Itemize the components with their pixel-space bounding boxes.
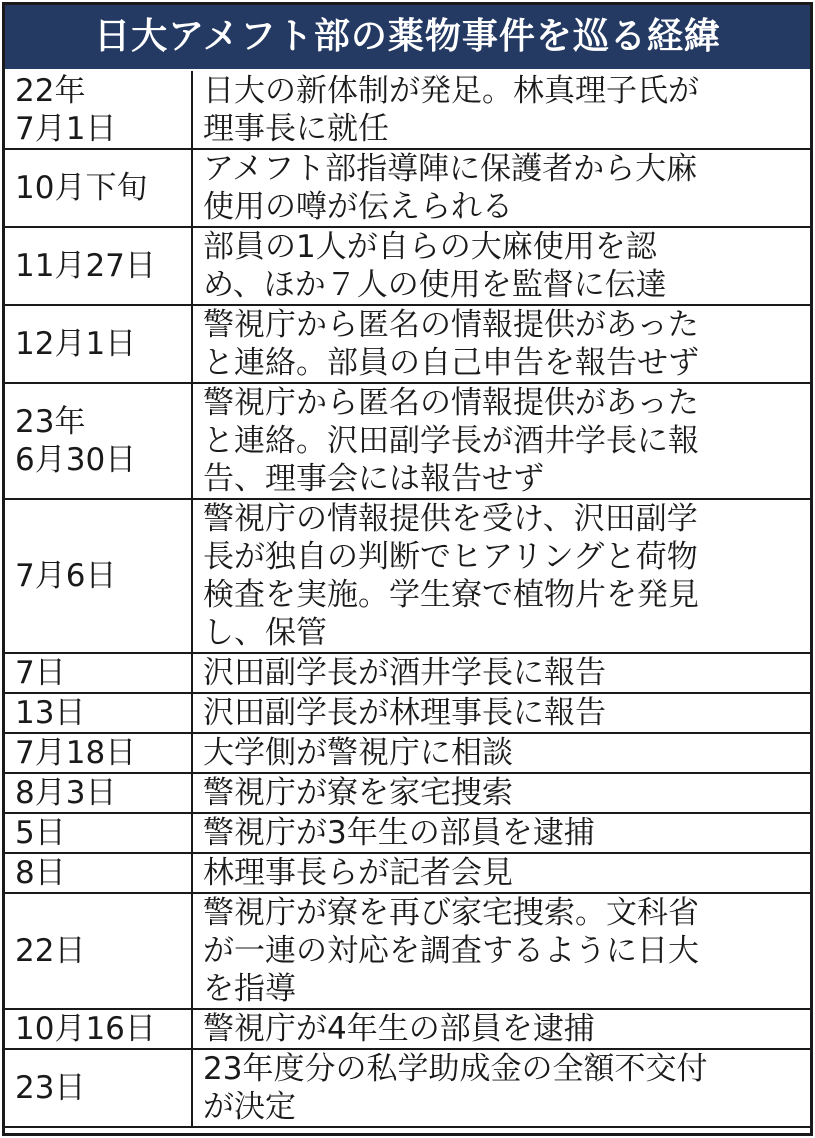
timeline-body [5,71,810,1127]
event-cell: 大学側が警視庁に相談 [192,733,810,773]
table-row [5,227,810,305]
table-row [5,149,810,227]
table-row [5,653,810,693]
event-cell: 警視庁が4年生の部員を逮捕 [192,1009,810,1049]
event-cell: 林理事長らが記者会見 [192,853,810,893]
date-cell: 5日 [5,813,192,853]
date-cell: 7月18日 [5,733,192,773]
table-row [5,693,810,733]
date-cell: 12月1日 [5,305,192,383]
page-title: 日大アメフト部の薬物事件を巡る経緯 [5,5,810,69]
table-row [5,813,810,853]
event-cell: 警視庁の情報提供を受け、沢田副学 長が独自の判断でヒアリングと荷物 検査を実施。学生寮で植物片を発見 し、保管 [192,499,810,653]
table-row [5,893,810,1009]
timeline-panel [2,2,813,1136]
event-cell: 警視庁から匿名の情報提供があった と連絡。沢田副学長が酒井学長に報 告、理事会には報告せず [192,383,810,499]
table-row [5,853,810,893]
event-cell: 警視庁から匿名の情報提供があった と連絡。部員の自己申告を報告せず [192,305,810,383]
table-row [5,733,810,773]
table-row [5,1009,810,1049]
date-cell: 8月3日 [5,773,192,813]
date-cell: 7日 [5,653,192,693]
event-cell: アメフト部指導陣に保護者から大麻 使用の噂が伝えられる [192,149,810,227]
table-row [5,499,810,653]
event-cell: 警視庁が寮を家宅捜索 [192,773,810,813]
table-row [5,71,810,149]
event-cell: 警視庁が寮を再び家宅捜索。文科省 が一連の対応を調査するように日大 を指導 [192,893,810,1009]
table-row [5,773,810,813]
date-cell: 10月下旬 [5,149,192,227]
event-cell: 部員の1人が自らの大麻使用を認 め、ほか７人の使用を監督に伝達 [192,227,810,305]
date-cell: 13日 [5,693,192,733]
event-cell: 警視庁が3年生の部員を逮捕 [192,813,810,853]
date-cell: 8日 [5,853,192,893]
timeline-table [5,71,810,1128]
date-cell: 23年 6月30日 [5,383,192,499]
event-cell: 沢田副学長が林理事長に報告 [192,693,810,733]
event-cell: 日大の新体制が発足。林真理子氏が 理事長に就任 [192,71,810,149]
date-cell: 10月16日 [5,1009,192,1049]
table-row [5,383,810,499]
date-cell: 22日 [5,893,192,1009]
event-cell: 沢田副学長が酒井学長に報告 [192,653,810,693]
date-cell: 7月6日 [5,499,192,653]
date-cell: 22年 7月1日 [5,71,192,149]
date-cell: 23日 [5,1049,192,1127]
date-cell: 11月27日 [5,227,192,305]
table-row [5,1049,810,1127]
table-row [5,305,810,383]
event-cell: 23年度分の私学助成金の全額不交付 が決定 [192,1049,810,1127]
